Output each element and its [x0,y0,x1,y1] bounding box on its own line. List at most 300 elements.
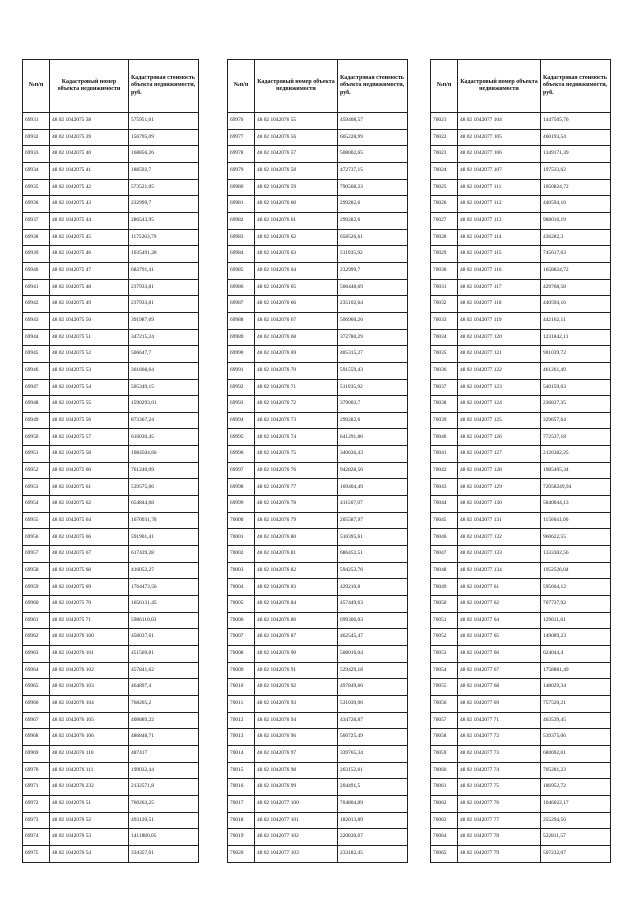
cadastral-number: 48 02 1042077 120 [458,329,541,346]
cadastral-value: 510395,61 [338,529,408,546]
table-row [23,679,199,696]
table-row [23,829,199,846]
cadastral-value: 429210,8 [338,579,408,596]
cadastral-value: 188592,7 [129,162,199,179]
cadastral-value: 539575,06 [129,479,199,496]
cadastral-value: 560725,49 [338,729,408,746]
cadastral-number: 48 02 1042075 61 [50,479,129,496]
table-row [431,379,611,396]
table-row [431,246,611,263]
table-row [431,562,611,579]
row-number: 69987 [228,296,255,313]
header-cadastral-value: Кадастровая стоимость объекта недвижимости, руб. [338,60,408,113]
row-number: 69945 [23,346,50,363]
cadastral-value: 531039,96 [338,695,408,712]
cadastral-value: 506448,69 [338,279,408,296]
cadastral-number: 48 02 1042077 71 [458,712,541,729]
cadastral-number: 48 02 1042075 50 [50,312,129,329]
cadastral-number: 48 02 1042077 79 [458,845,541,862]
table-row [431,446,611,463]
table-row [23,496,199,513]
table-row [228,129,408,146]
cadastral-value: 5840044,13 [541,496,611,513]
table-row [431,396,611,413]
row-number: 70013 [228,729,255,746]
table-row [23,146,199,163]
cadastral-value: 901039,72 [541,346,611,363]
row-number: 70045 [431,512,458,529]
cadastral-number: 48 02 1042075 45 [50,229,129,246]
cadastral-value: 472737,15 [338,162,408,179]
table-row [431,412,611,429]
table-row [23,113,199,130]
cadastral-value: 699306,03 [338,612,408,629]
cadastral-number: 48 02 1042075 58 [50,446,129,463]
cadastral-value: 1084504,66 [129,446,199,463]
cadastral-number: 48 02 1042077 66 [458,646,541,663]
cadastral-number: 48 02 1042076 87 [255,629,338,646]
row-number: 69939 [23,246,50,263]
cadastral-value: 1447505,76 [541,113,611,130]
row-number: 69955 [23,512,50,529]
cadastral-number: 48 02 1042076 96 [255,729,338,746]
table-row [431,296,611,313]
row-number: 69950 [23,429,50,446]
row-number: 69977 [228,129,255,146]
row-number: 70029 [431,246,458,263]
row-number: 69991 [228,362,255,379]
table-row [431,845,611,862]
table-row [228,845,408,862]
cadastral-value: 616030,45 [129,429,199,446]
cadastral-number: 48 02 1042076 64 [255,262,338,279]
row-number: 69993 [228,396,255,413]
row-number: 70034 [431,329,458,346]
cadastral-number: 48 02 1042076 63 [255,246,338,263]
row-number: 70054 [431,662,458,679]
cadastral-value: 220830,07 [338,829,408,846]
table-row [23,262,199,279]
cadastral-number: 48 02 1042076 78 [255,496,338,513]
cadastral-number: 48 02 1042076 98 [255,762,338,779]
cadastral-value: 591559,43 [338,362,408,379]
cadastral-number: 48 02 1042077 123 [458,379,541,396]
cadastral-number: 48 02 1042077 129 [458,479,541,496]
row-number: 70001 [228,529,255,546]
header-number: №п/п [23,60,50,113]
cadastral-number: 48 02 1042077 115 [458,246,541,263]
cadastral-value: 942828,56 [338,462,408,479]
table-row [431,729,611,746]
table-row [23,129,199,146]
row-number: 69982 [228,212,255,229]
row-number: 70051 [431,612,458,629]
row-number: 69999 [228,496,255,513]
cadastral-number: 48 02 1042075 52 [50,346,129,363]
cadastral-number: 48 02 1042077 117 [458,279,541,296]
cadastral-number: 48 02 1042076 110 [50,745,129,762]
header-cadastral-number: Кадастровый номер объекта недвижимости [255,60,338,113]
row-number: 70046 [431,529,458,546]
cadastral-number: 48 02 1042077 72 [458,729,541,746]
cadastral-value: 149089,23 [541,629,611,646]
cadastral-value: 507232,07 [541,845,611,862]
cadastral-number: 48 02 1042075 71 [50,612,129,629]
table-row [23,162,199,179]
cadastral-value: 540159,03 [541,379,611,396]
table-row [431,612,611,629]
cadastral-value: 72058249,94 [541,479,611,496]
cadastral-value: 199032,44 [129,762,199,779]
table-row [23,329,199,346]
cadastral-value: 156795,09 [129,129,199,146]
row-number: 69985 [228,262,255,279]
cadastral-value: 129611,61 [541,612,611,629]
table-row [23,762,199,779]
cadastral-value: 340636,43 [338,446,408,463]
table-row [431,512,611,529]
row-number: 70026 [431,196,458,213]
cadastral-value: 508002,65 [338,146,408,163]
row-number: 69964 [23,662,50,679]
cadastral-number: 48 02 1042076 61 [255,212,338,229]
row-number: 69970 [23,762,50,779]
cadastral-value: 459408,57 [338,113,408,130]
cadastral-value: 329657,64 [541,412,611,429]
cadastral-number: 48 02 1042076 69 [255,346,338,363]
cadastral-value: 1952526,04 [541,562,611,579]
row-number: 69989 [228,329,255,346]
header-cadastral-value: Кадастровая стоимость объекта недвижимости, руб. [541,60,611,113]
cadastral-value: 405315,27 [338,346,408,363]
cadastral-table-3 [430,59,611,863]
cadastral-value: 487417 [129,745,199,762]
table-row [431,679,611,696]
cadastral-value: 595664,12 [541,579,611,596]
cadastral-number: 48 02 1042075 68 [50,562,129,579]
cadastral-number: 48 02 1042075 44 [50,212,129,229]
table-row [431,362,611,379]
row-number: 70050 [431,596,458,613]
row-number: 70064 [431,829,458,846]
cadastral-value: 591901,41 [129,529,199,546]
row-number: 69965 [23,679,50,696]
table-row [431,529,611,546]
cadastral-number: 48 02 1042075 70 [50,596,129,613]
row-number: 69988 [228,312,255,329]
cadastral-value: 457449,63 [338,596,408,613]
table-row [228,679,408,696]
cadastral-number: 48 02 1042076 76 [255,462,338,479]
row-number: 70021 [431,113,458,130]
table-row [228,646,408,663]
row-number: 70055 [431,679,458,696]
cadastral-value: 624044,4 [541,646,611,663]
row-number: 69956 [23,529,50,546]
cadastral-number: 48 02 1042076 102 [50,662,129,679]
row-number: 69980 [228,179,255,196]
row-number: 69967 [23,712,50,729]
table-row [23,279,199,296]
row-number: 70018 [228,812,255,829]
cadastral-value: 1333302,56 [541,546,611,563]
cadastral-value: 361668,64 [129,362,199,379]
row-number: 69937 [23,212,50,229]
cadastral-value: 1035491,28 [129,246,199,263]
cadastral-number: 48 02 1042076 73 [255,412,338,429]
table-row [431,745,611,762]
table-row [228,812,408,829]
row-number: 70010 [228,679,255,696]
cadastral-number: 48 02 1042077 64 [458,612,541,629]
table-row [23,396,199,413]
cadastral-number: 48 02 1042076 105 [50,712,129,729]
cadastral-value: 1231842,11 [541,329,611,346]
table-row [228,212,408,229]
cadastral-value: 263152,61 [338,762,408,779]
cadastral-number: 48 02 1042076 97 [255,745,338,762]
cadastral-number: 48 02 1042076 58 [255,162,338,179]
table-row [228,446,408,463]
cadastral-value: 605228,99 [338,129,408,146]
cadastral-number: 48 02 1042077 103 [255,845,338,862]
row-number: 69959 [23,579,50,596]
row-number: 70012 [228,712,255,729]
cadastral-value: 511935,92 [338,379,408,396]
cadastral-number: 48 02 1042075 42 [50,179,129,196]
row-number: 70003 [228,562,255,579]
header-number: №п/п [431,60,458,113]
cadastral-value: 1411880,05 [129,829,199,846]
table-row [431,212,611,229]
cadastral-number: 48 02 1042077 101 [255,812,338,829]
cadastral-value: 334357,61 [129,845,199,862]
cadastral-value: 1050824,72 [541,179,611,196]
table-row [23,179,199,196]
table-row [23,712,199,729]
table-row [431,462,611,479]
row-number: 69976 [228,113,255,130]
table-row [228,296,408,313]
cadastral-number: 48 02 1042077 125 [458,412,541,429]
row-number: 70035 [431,346,458,363]
table-row [431,779,611,796]
cadastral-number: 48 02 1042075 47 [50,262,129,279]
row-number: 69932 [23,129,50,146]
cadastral-value: 237933,81 [129,296,199,313]
cadastral-number: 48 02 1042076 65 [255,279,338,296]
table-row [23,745,199,762]
table-row [23,296,199,313]
cadastral-number: 48 02 1042077 114 [458,229,541,246]
row-number: 70037 [431,379,458,396]
cadastral-number: 48 02 1042076 56 [255,129,338,146]
cadastral-value: 654844,68 [129,496,199,513]
table-row [431,662,611,679]
row-number: 69951 [23,446,50,463]
cadastral-value: 286543,95 [129,212,199,229]
table-row [23,662,199,679]
cadastral-value: 440594,16 [541,296,611,313]
cadastral-value: 442162,11 [541,312,611,329]
cadastral-value: 391987,69 [129,312,199,329]
cadastral-value: 1658824,72 [541,262,611,279]
cadastral-value: 451569,81 [129,646,199,663]
table-row [228,779,408,796]
cadastral-value: 299282,6 [338,212,408,229]
cadastral-value: 232999,7 [129,196,199,213]
cadastral-value: 505349,15 [129,379,199,396]
cadastral-number: 48 02 1042077 106 [458,146,541,163]
cadastral-number: 48 02 1042075 67 [50,546,129,563]
table-row [23,546,199,563]
row-number: 69992 [228,379,255,396]
header-cadastral-value: Кадастровая стоимость объекта недвижимости, руб. [129,60,199,113]
row-number: 70033 [431,312,458,329]
cadastral-value: 2132571,8 [129,779,199,796]
table-row [23,446,199,463]
table-row [431,579,611,596]
table-row [431,329,611,346]
table-row [228,629,408,646]
header-number: №п/п [228,60,255,113]
table-row [23,312,199,329]
cadastral-value: 575951,01 [129,113,199,130]
table-row [228,795,408,812]
row-number: 70048 [431,562,458,579]
cadastral-value: 236837,35 [541,396,611,413]
row-number: 70028 [431,229,458,246]
table-row [23,795,199,812]
table-row [228,162,408,179]
row-number: 69957 [23,546,50,563]
table-row [228,146,408,163]
table-row [431,129,611,146]
cadastral-number: 48 02 1042076 60 [255,196,338,213]
cadastral-value: 168856,26 [129,146,199,163]
cadastral-value: 299282,6 [338,412,408,429]
cadastral-value: 506960,26 [338,312,408,329]
cadastral-number: 48 02 1042075 41 [50,162,129,179]
cadastral-value: 686452,51 [338,546,408,563]
cadastral-number: 48 02 1042077 122 [458,362,541,379]
row-number: 69960 [23,596,50,613]
row-number: 69940 [23,262,50,279]
table-row [431,762,611,779]
table-row [23,512,199,529]
table-row [228,113,408,130]
cadastral-number: 48 02 1042076 57 [255,146,338,163]
table-row [228,596,408,613]
row-number: 69958 [23,562,50,579]
table-row [23,196,199,213]
cadastral-value: 497849,66 [338,679,408,696]
cadastral-number: 48 02 1042076 71 [255,379,338,396]
cadastral-number: 48 02 1042075 56 [50,412,129,429]
cadastral-value: 641291,86 [338,429,408,446]
cadastral-number: 48 02 1042076 75 [255,446,338,463]
row-number: 69981 [228,196,255,213]
cadastral-value: 1764473,56 [129,579,199,596]
table-header-row [431,60,611,113]
cadastral-value: 790568,23 [338,179,408,196]
row-number: 69968 [23,729,50,746]
cadastral-number: 48 02 1042076 59 [255,179,338,196]
cadastral-number: 48 02 1042076 104 [50,695,129,712]
cadastral-value: 461261,49 [541,362,611,379]
row-number: 69966 [23,695,50,712]
cadastral-value: 1670931,78 [129,512,199,529]
row-number: 69947 [23,379,50,396]
header-cadastral-number: Кадастровый номер объекта недвижимости [458,60,541,113]
table-row [228,262,408,279]
row-number: 70065 [431,845,458,862]
table-row [431,479,611,496]
table-row [228,829,408,846]
table-row [23,462,199,479]
cadastral-value: 411567,07 [338,496,408,513]
row-number: 69972 [23,795,50,812]
cadastral-number: 48 02 1042076 93 [255,695,338,712]
cadastral-number: 48 02 1042075 54 [50,379,129,396]
cadastral-value: 299282,6 [338,196,408,213]
cadastral-value: 704804,89 [338,795,408,812]
row-number: 69948 [23,396,50,413]
cadastral-number: 48 02 1042075 48 [50,279,129,296]
row-number: 70009 [228,662,255,679]
table-row [431,546,611,563]
row-number: 70015 [228,762,255,779]
cadastral-value: 493120,51 [129,812,199,829]
cadastral-value: 464897,4 [129,679,199,696]
cadastral-value: 2126382,25 [541,446,611,463]
row-number: 70056 [431,695,458,712]
row-number: 70047 [431,546,458,563]
cadastral-number: 48 02 1042076 81 [255,546,338,563]
cadastral-number: 48 02 1042077 65 [458,629,541,646]
row-number: 69962 [23,629,50,646]
cadastral-value: 1590293,01 [129,396,199,413]
row-number: 70058 [431,729,458,746]
table-row [431,812,611,829]
table-row [23,779,199,796]
cadastral-value: 1156041,06 [541,512,611,529]
cadastral-value: 379003,7 [338,396,408,413]
table-row [228,512,408,529]
cadastral-number: 48 02 1042076 80 [255,529,338,546]
cadastral-value: 1758881,49 [541,662,611,679]
cadastral-value: 1175263,79 [129,229,199,246]
cadastral-value: 757520,21 [541,695,611,712]
cadastral-number: 48 02 1042077 119 [458,312,541,329]
row-number: 69931 [23,113,50,130]
row-number: 70057 [431,712,458,729]
table-header-row [228,60,408,113]
row-number: 70042 [431,462,458,479]
row-number: 70024 [431,162,458,179]
table-row [23,579,199,596]
cadastral-number: 48 02 1042075 49 [50,296,129,313]
cadastral-number: 48 02 1042076 86 [255,612,338,629]
cadastral-number: 48 02 1042075 38 [50,113,129,130]
cadastral-value: 204491,5 [338,779,408,796]
cadastral-number: 48 02 1042077 69 [458,695,541,712]
row-number: 69997 [228,462,255,479]
cadastral-number: 48 02 1042076 74 [255,429,338,446]
table-row [23,229,199,246]
cadastral-number: 48 02 1042077 127 [458,446,541,463]
row-number: 70020 [228,845,255,862]
